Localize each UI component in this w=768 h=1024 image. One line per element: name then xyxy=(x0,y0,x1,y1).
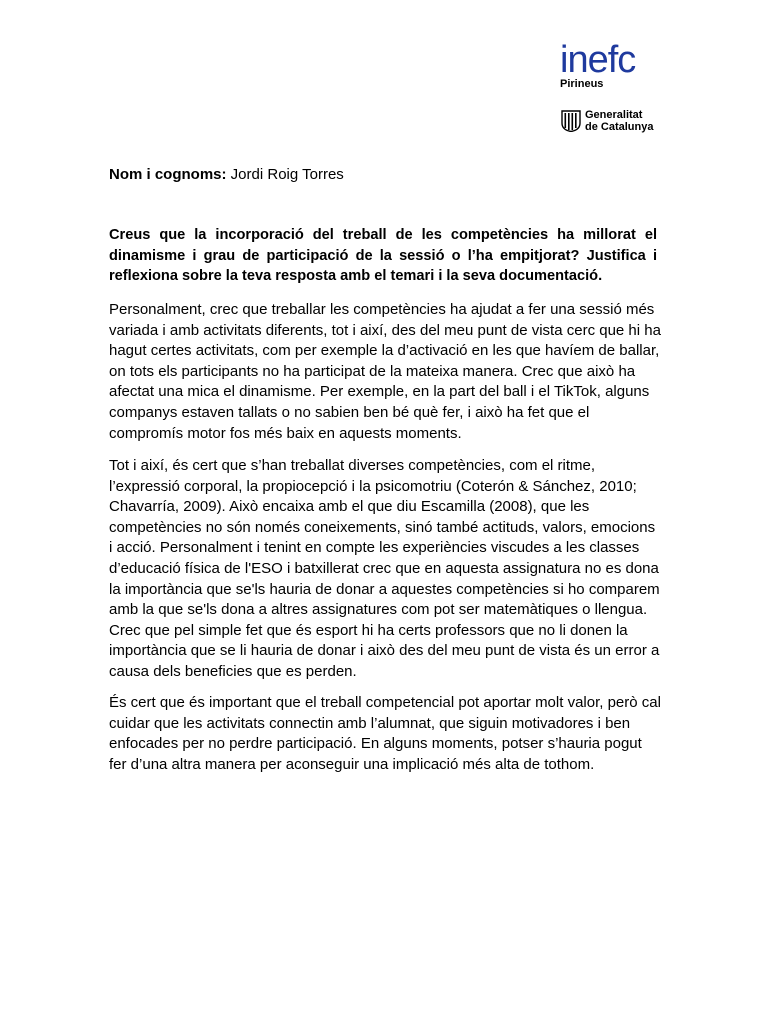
question-text: Creus que la incorporació del treball de les competències ha millorat el dinamisme i grau de participació de la sessió o l’ha empitjorat? Justifica i reflexiona sobre la teva resposta amb el temari i la seva documentació. xyxy=(109,227,657,284)
generalitat-logo xyxy=(561,110,661,134)
student-name-value: Jordi Roig Torres xyxy=(226,166,344,183)
inefc-logo-wordmark: inefc xyxy=(560,39,636,81)
answer-paragraph-3: És cert que és important que el treball competencial pot aportar molt valor, però cal cuidar que les activitats connectin amb l’alumnat, que siguin motivadores i ben enfocades per no perdre participació. En alguns moments, potser s’hauria pogut fer d’una altra manera per aconseguir una implicació més alta de tothom. xyxy=(109,694,661,773)
generalitat-logo-text xyxy=(585,110,653,133)
senyera-seal-icon xyxy=(561,110,581,132)
generalitat-logo-line1: Generalitat xyxy=(585,109,643,121)
inefc-logo xyxy=(560,40,660,90)
answer-paragraph-2: Tot i així, és cert que s’han treballat diverses competències, com el ritme, l’expressió corporal, la propiocepció i la psicomotriu (Coterón & Sánchez, 2010; Chavarría, 2009). Això encaixa amb el que diu Escamilla (2008), que les competències no són només coneixements, sinó també actituds, valors, emocions i acció. Personalment i tenint en compte les experiències viscudes a les classes d’educació física de l'ESO i batxillerat crec que en aquesta assignatura no es dona la importància que se'ls hauria de donar a aquestes competències si ho comparem amb la que se'ls dona a altres assignatures com pot ser matemàtiques o llengua. Crec que pel simple fet que és esport hi ha certs professors que no li donen la importància que se li hauria de donar i això des del meu punt de vista és un error a causa dels beneficies que es perden. xyxy=(109,457,660,680)
inefc-logo-subtitle: Pirineus xyxy=(560,78,604,90)
student-name-line xyxy=(109,166,344,183)
student-name-label: Nom i cognoms: xyxy=(109,166,227,183)
generalitat-logo-line2: de Catalunya xyxy=(585,120,654,133)
answer-paragraph-1: Personalment, crec que treballar les competències ha ajudat a fer una sessió més variada i amb activitats diferents, tot i així, des del meu punt de vista cerc que hi ha hagut certes activitats, com per exemple la d’activació en les que havíem de ballar, on tots els participants no ha participat de la mateixa manera. Crec que això ha afectat una mica el dinamisme. Per exemple, en la part del ball i el TikTok, alguns companys estaven tallats o no sabien ben bé què fer, i això ha fet que el compromís motor fos més baix en aquests moments. xyxy=(109,301,661,442)
